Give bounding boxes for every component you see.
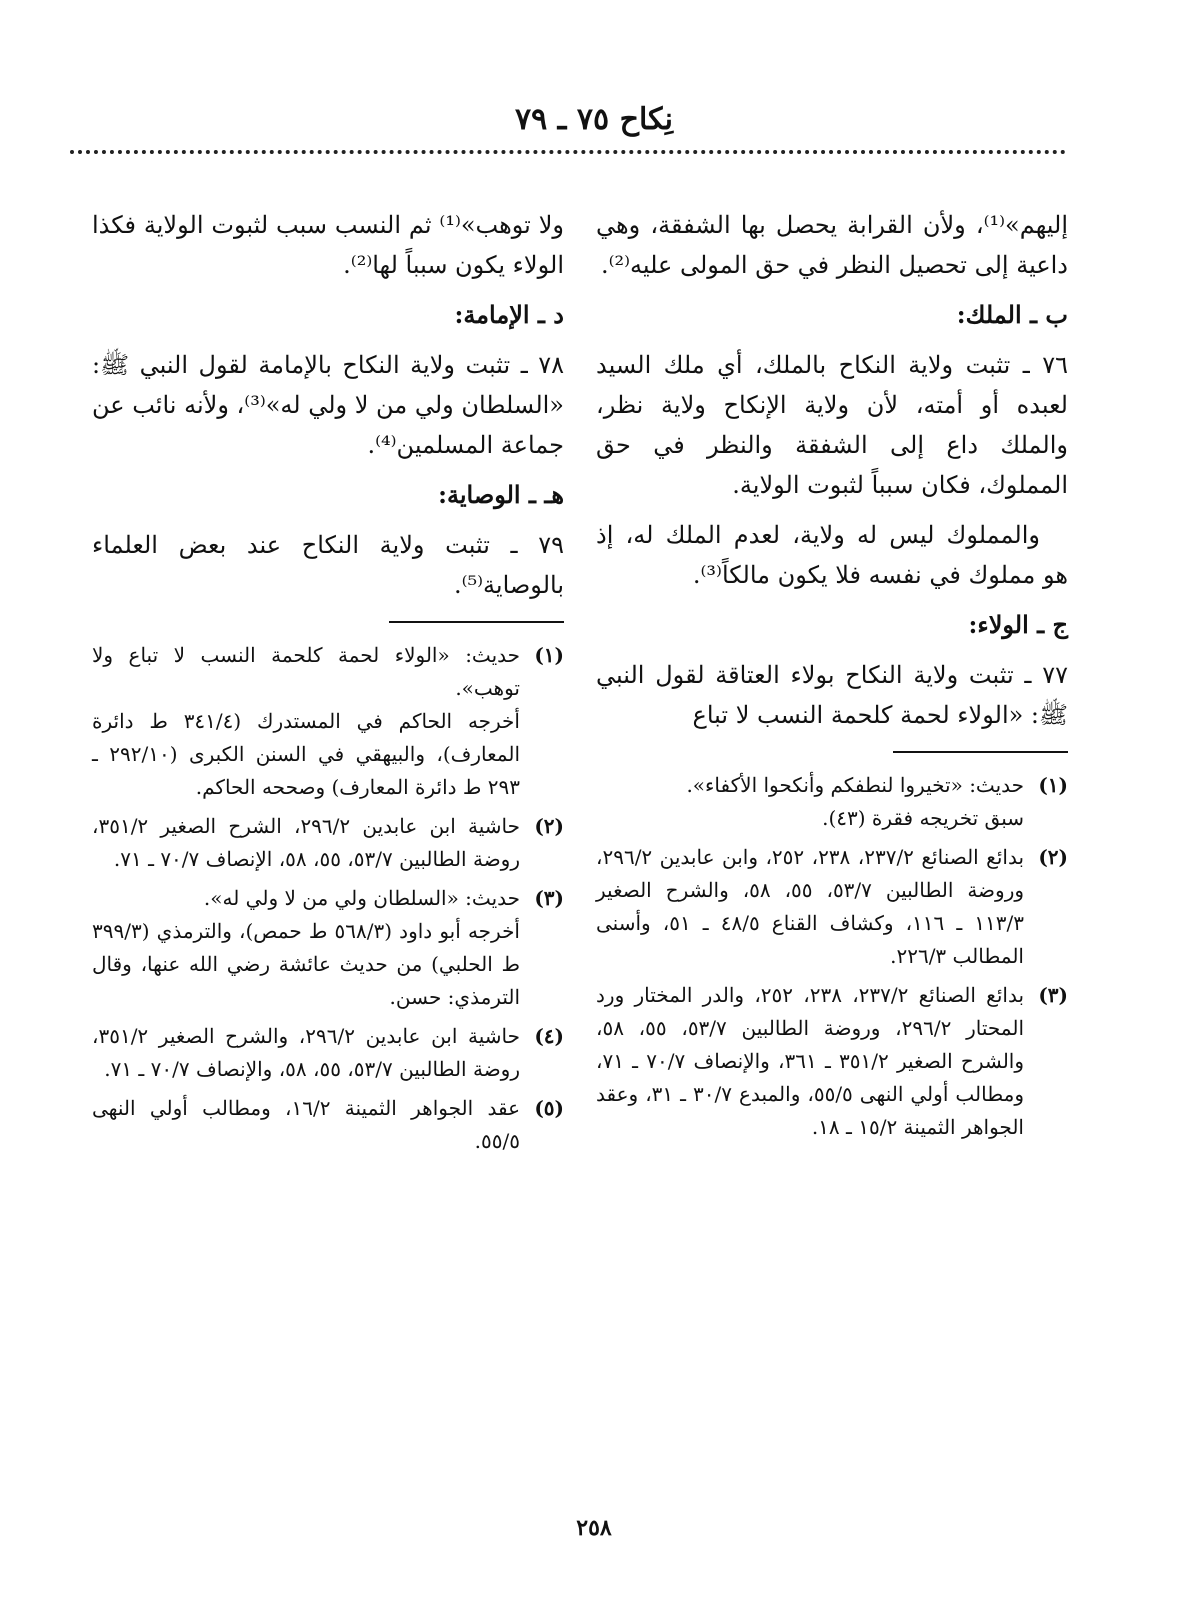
section-heading-guardianship: هـ ـ الوصاية: xyxy=(438,480,564,509)
footnote xyxy=(596,841,1068,973)
section-heading-ownership: ب ـ الملك: xyxy=(956,300,1068,329)
right-column xyxy=(596,205,1068,1150)
footnote-text: حاشية ابن عابدين ٢٩٦/٢، الشرح الصغير ٣٥١/٢، روضة الطالبين ٥٣/٧، ٥٥، ٥٨، الإنصاف ٧٠/٧ ـ ٧١. xyxy=(92,814,520,871)
footnote-text: حاشية ابن عابدين ٢٩٦/٢، والشرح الصغير ٣٥١/٢، روضة الطالبين ٥٣/٧، ٥٥، ٥٨، والإنصاف ٧٠/٧ ـ ٧١. xyxy=(92,1024,520,1081)
footnote-text: بدائع الصنائع ٢٣٧/٢، ٢٣٨، ٢٥٢، وابن عابدين ٢٩٦/٢، وروضة الطالبين ٥٣/٧، ٥٥، ٥٨، والشرح الصغير ١١٣/٣ ـ ١١٦، وكشاف القناع ٤٨/٥ ـ ٥١، وأسنى المطالب ٢٢٦/٣. xyxy=(596,845,1025,968)
paragraph-76: ٧٦ ـ تثبت ولاية النكاح بالملك، أي ملك السيد لعبده أو أمته، لأن ولاية الإنكاح ولاية نظر، والملك داع إلى الشفقة والنظر في حق المملوك، فكان سبباً لثبوت الولاية. xyxy=(596,351,1068,499)
paragraph-continuation: إليهم»⁽¹⁾، ولأن القرابة يحصل بها الشفقة، وهي داعية إلى تحصيل النظر في حق المولى عليه⁽²⁾. xyxy=(596,211,1068,279)
footnote-text: سبق تخريجه فقرة (٤٣). xyxy=(822,806,1024,830)
footnote-number: (٢) xyxy=(1038,845,1068,869)
paragraph-76-continued: والمملوك ليس له ولاية، لعدم الملك له، إذ هو مملوك في نفسه فلا يكون مالكاً⁽³⁾. xyxy=(596,521,1068,589)
paragraph-78: ٧٨ ـ تثبت ولاية النكاح بالإمامة لقول النبي ﷺ: «السلطان ولي من لا ولي له»⁽³⁾، ولأنه نائب عن جماعة المسلمين⁽⁴⁾. xyxy=(92,351,564,459)
footnote-number: (٣) xyxy=(1038,983,1068,1007)
footnote-text: عقد الجواهر الثمينة ١٦/٢، ومطالب أولي النهى ٥٥/٥. xyxy=(92,1096,520,1153)
footnote xyxy=(92,1020,564,1086)
footnote xyxy=(596,979,1068,1144)
footnote-number: (٥) xyxy=(534,1096,564,1120)
footnote-number: (٢) xyxy=(534,814,564,838)
section-heading-imamate: د ـ الإمامة: xyxy=(454,300,564,329)
footnote xyxy=(596,769,1068,835)
footnote-text: حديث: «تخيروا لنطفكم وأنكحوا الأكفاء». xyxy=(686,773,1024,797)
page-number: ٢٥٨ xyxy=(576,1515,612,1541)
section-heading-wala: ج ـ الولاء: xyxy=(968,610,1068,639)
footnote xyxy=(92,882,564,1014)
footnote xyxy=(92,1092,564,1158)
page-title: نِكاح ٧٥ ـ ٧٩ xyxy=(514,102,674,137)
footnote-divider xyxy=(893,751,1068,753)
footnotes-left xyxy=(92,639,564,1158)
footnote-text: أخرجه الحاكم في المستدرك (٣٤١/٤ ط دائرة المعارف)، والبيهقي في السنن الكبرى (٢٩٢/١٠ ـ ٢٩٣ ط دائرة المعارف) وصححه الحاكم. xyxy=(92,709,521,799)
paragraph-79: ٧٩ ـ تثبت ولاية النكاح عند بعض العلماء بالوصاية⁽⁵⁾. xyxy=(92,531,564,599)
footnote-text: بدائع الصنائع ٢٣٧/٢، ٢٣٨، ٢٥٢، والدر المختار ورد المحتار ٢٩٦/٢، وروضة الطالبين ٥٣/٧، ٥٥، ٥٨، والشرح الصغير ٣٥١/٢ ـ ٣٦١، والإنصاف ٧٠/٧ ـ ٧١، ومطالب أولي النهى ٥٥/٥، والمبدع ٣٠/٧ ـ ٣١، وعقد الجواهر الثمينة ١٥/٢ ـ ١٨. xyxy=(596,983,1025,1139)
footnote xyxy=(92,810,564,876)
footnote-text: أخرجه أبو داود (٥٦٨/٣ ط حمص)، والترمذي (٣٩٩/٣ ط الحلبي) من حديث عائشة رضي الله عنها، وقال الترمذي: حسن. xyxy=(92,919,520,1009)
header-dotted-divider xyxy=(70,150,1066,154)
footnote xyxy=(92,639,564,804)
paragraph-77: ٧٧ ـ تثبت ولاية النكاح بولاء العتاقة لقول النبي ﷺ: «الولاء لحمة كلحمة النسب لا تباع xyxy=(596,661,1068,729)
paragraph-77-continued: ولا توهب»⁽¹⁾ ثم النسب سبب لثبوت الولاية فكذا الولاء يكون سبباً لها⁽²⁾. xyxy=(92,211,564,279)
footnote-number: (٣) xyxy=(534,886,564,910)
left-column xyxy=(92,205,564,1164)
footnote-divider xyxy=(389,621,564,623)
footnotes-right xyxy=(596,769,1068,1144)
footnote-number: (١) xyxy=(534,643,564,667)
footnote-number: (١) xyxy=(1038,773,1068,797)
footnote-text: حديث: «الولاء لحمة كلحمة النسب لا تباع ولا توهب». xyxy=(92,643,520,700)
footnote-text: حديث: «السلطان ولي من لا ولي له». xyxy=(203,886,520,910)
footnote-number: (٤) xyxy=(534,1024,564,1048)
